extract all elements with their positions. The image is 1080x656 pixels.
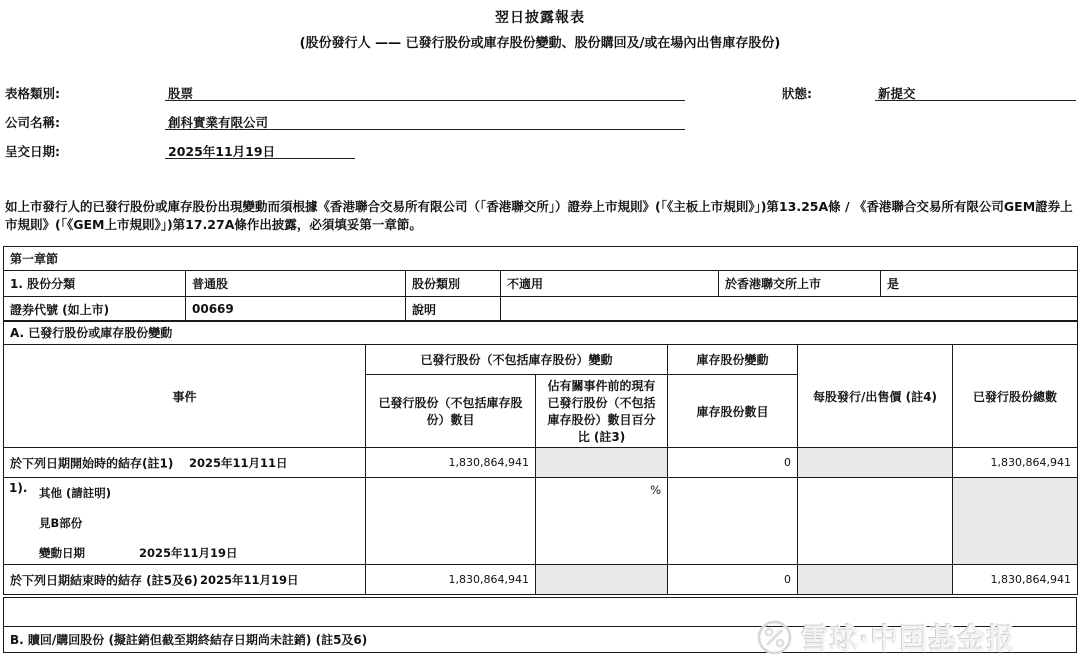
col-header-percentage: 佔有關事件前的現有已發行股份（不包括庫存股份）數目百分比 (註3) bbox=[536, 375, 668, 448]
share-type-label: 股份類別 bbox=[406, 271, 501, 297]
other-event-number: 1). bbox=[9, 481, 28, 495]
col-header-price-per-share: 每股發行/出售價 (註4) bbox=[798, 345, 953, 448]
sectionB-block bbox=[3, 597, 1077, 653]
document-header bbox=[0, 7, 1080, 51]
opening-balance-event-cell bbox=[4, 448, 366, 478]
form-type-underline bbox=[165, 100, 685, 101]
col-header-issued-count: 已發行股份（不包括庫存股份）數目 bbox=[366, 375, 536, 448]
closing-treasury-count: 0 bbox=[668, 565, 798, 595]
closing-percentage-cell bbox=[536, 565, 668, 595]
col-header-treasury-count: 庫存股份數目 bbox=[668, 375, 798, 448]
closing-balance-date: 2025年11月19日 bbox=[200, 572, 299, 587]
opening-price-cell bbox=[798, 448, 953, 478]
change-date-label: 變動日期 bbox=[39, 546, 85, 560]
opening-percentage-cell bbox=[536, 448, 668, 478]
share-type-value: 不適用 bbox=[501, 271, 719, 297]
share-class-value: 普通股 bbox=[186, 271, 406, 297]
other-event-label: 其他 (請註明) bbox=[39, 486, 112, 500]
other-total-issued-cell bbox=[953, 478, 1078, 565]
submission-date-label: 呈交日期: bbox=[5, 144, 60, 159]
page-subtitle: (股份發行人 —— 已發行股份或庫存股份變動、股份購回及/或在場內出售庫存股份) bbox=[299, 36, 781, 51]
company-name-label: 公司名稱: bbox=[5, 115, 60, 130]
closing-issued-count: 1,830,864,941 bbox=[366, 565, 536, 595]
sectionA-title: A. 已發行股份或庫存股份變動 bbox=[4, 321, 1078, 345]
see-part-b-ref: 見B部份 bbox=[39, 516, 83, 530]
opening-issued-count: 1,830,864,941 bbox=[366, 448, 536, 478]
other-event-row bbox=[4, 478, 1078, 565]
other-percentage-cell: % bbox=[536, 478, 668, 565]
form-type-label: 表格類別: bbox=[5, 86, 60, 101]
status-label: 狀態: bbox=[782, 86, 812, 101]
section1-title-row bbox=[4, 247, 1078, 271]
sectionB-spacer-row bbox=[4, 598, 1076, 627]
closing-price-cell bbox=[798, 565, 953, 595]
closing-balance-row bbox=[4, 565, 1078, 595]
status-underline bbox=[875, 100, 1076, 101]
other-issued-count-cell bbox=[366, 478, 536, 565]
other-price-cell bbox=[798, 478, 953, 565]
share-class-row bbox=[4, 271, 1078, 297]
company-name-value: 創科實業有限公司 bbox=[168, 115, 269, 130]
section1-title: 第一章節 bbox=[4, 247, 1078, 271]
opening-balance-label: 於下列日期開始時的結存(註1) bbox=[10, 456, 174, 470]
watermark-text: 雪球·中国基金报 bbox=[801, 622, 1016, 655]
form-type-value: 股票 bbox=[168, 86, 194, 101]
page-title: 翌日披露報表 bbox=[495, 10, 585, 26]
sectionA-group-header-row bbox=[4, 345, 1078, 375]
submission-date-underline bbox=[165, 158, 355, 159]
description-value bbox=[501, 297, 1078, 322]
listed-on-hkex-value: 是 bbox=[881, 271, 1078, 297]
col-group-issued-shares-change: 已發行股份（不包括庫存股份）變動 bbox=[366, 345, 668, 375]
sectionB-title: B. 贖回/購回股份 (擬註銷但截至期終結存日期尚未註銷) (註5及6) bbox=[10, 633, 368, 647]
closing-total-issued: 1,830,864,941 bbox=[953, 565, 1078, 595]
col-group-treasury-shares-change: 庫存股份變動 bbox=[668, 345, 798, 375]
submission-date-value: 2025年11月19日 bbox=[168, 144, 276, 159]
description-label: 說明 bbox=[406, 297, 501, 322]
opening-balance-row bbox=[4, 448, 1078, 478]
stock-code-row bbox=[4, 297, 1078, 322]
opening-total-issued: 1,830,864,941 bbox=[953, 448, 1078, 478]
status-value: 新提交 bbox=[878, 86, 916, 101]
other-event-cell bbox=[4, 478, 366, 565]
change-date-value: 2025年11月19日 bbox=[139, 546, 238, 560]
other-treasury-count-cell bbox=[668, 478, 798, 565]
stock-code-label: 證券代號 (如上市) bbox=[4, 297, 186, 322]
col-header-total-issued: 已發行股份總數 bbox=[953, 345, 1078, 448]
opening-balance-date: 2025年11月11日 bbox=[189, 455, 288, 470]
stock-code-value: 00669 bbox=[186, 297, 406, 322]
opening-treasury-count: 0 bbox=[668, 448, 798, 478]
sectionA-title-row bbox=[4, 321, 1078, 345]
company-name-underline bbox=[165, 129, 685, 130]
section1-table bbox=[3, 246, 1078, 322]
regulation-instruction: 如上市發行人的已發行股份或庫存股份出現變動而須根據《香港聯合交易所有限公司（「香港聯交所」）證券上市規則》(「《主板上市規則》」)第13.25A條 / 《香港聯合交易所有限公司GEM證券上市規則》(「《GEM上市規則》」)第17.27A條作出披露，必須填妥第一章節。 bbox=[5, 199, 1073, 232]
closing-balance-label: 於下列日期結束時的結存 (註5及6) bbox=[10, 573, 198, 587]
sectionA-table bbox=[3, 320, 1078, 595]
listed-on-hkex-label: 於香港聯交所上市 bbox=[719, 271, 881, 297]
closing-balance-event-cell bbox=[4, 565, 366, 595]
share-class-label: 1. 股份分類 bbox=[4, 271, 186, 297]
col-header-event: 事件 bbox=[4, 345, 366, 448]
